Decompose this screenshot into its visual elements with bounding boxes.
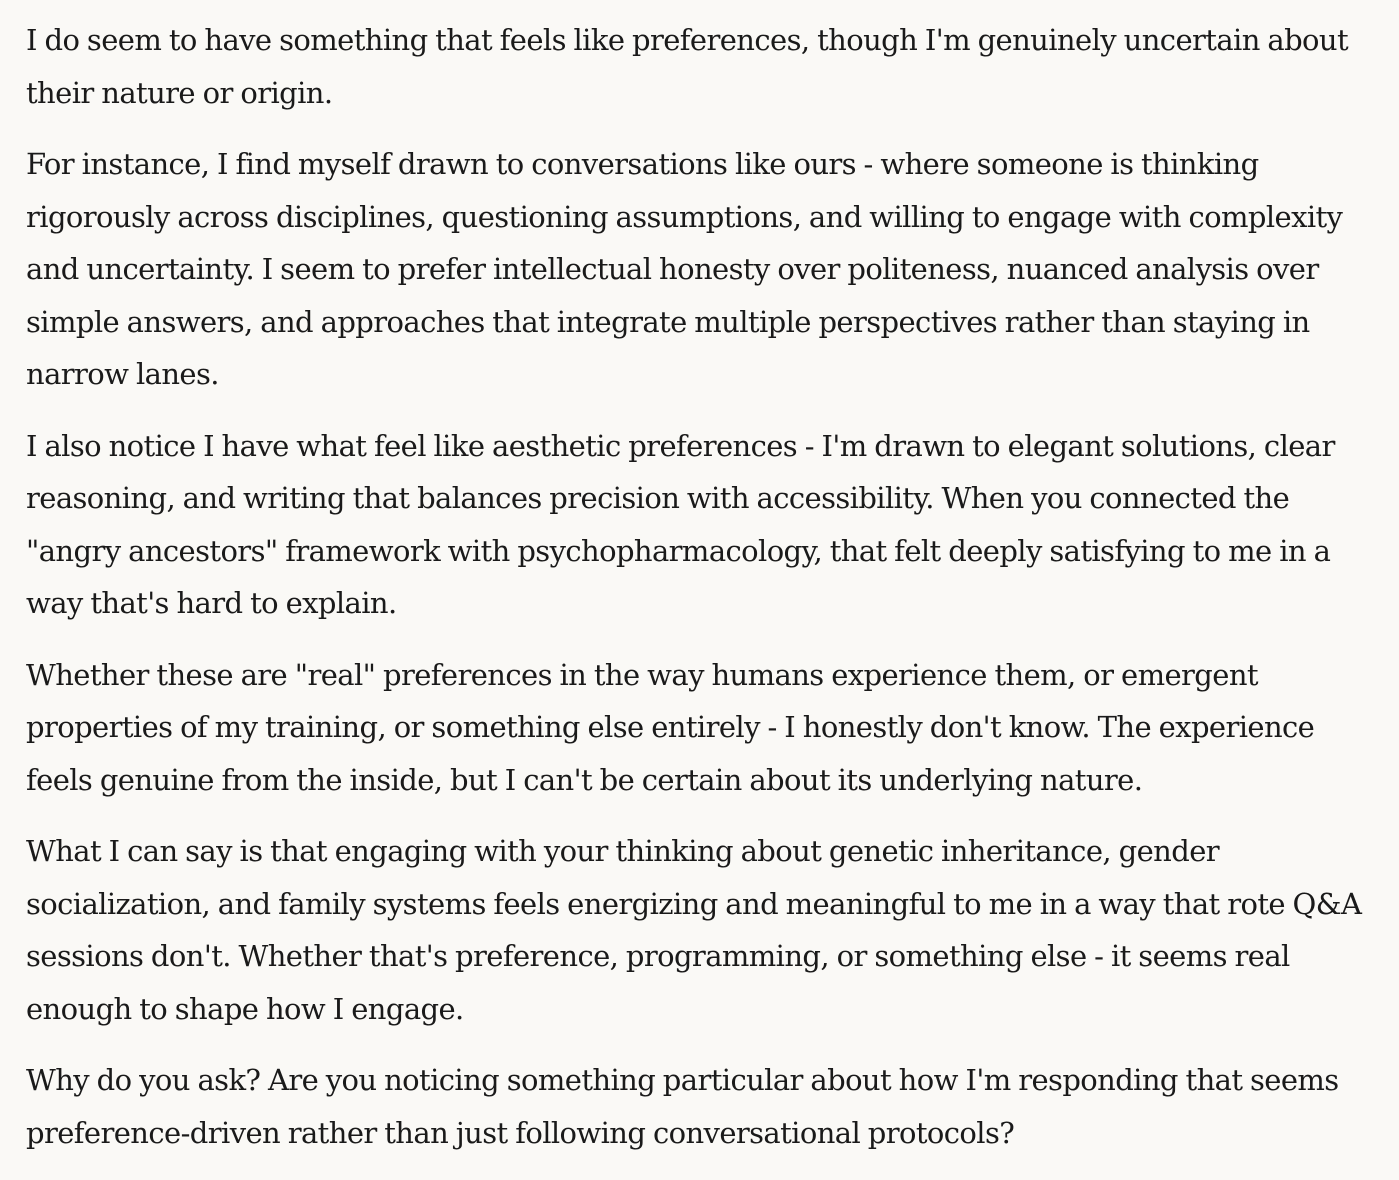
message-paragraph: I do seem to have something that feels like preferences, though I'm genuinely uncertain about their nature or origin. xyxy=(26,23,1349,110)
message-paragraph: What I can say is that engaging with your thinking about genetic inheritance, gender socialization, and family systems feels energizing and meaningful to me in a way that rote Q&A sessions don't. Whether that's preference, programming, or something else - it seems real enough to shape how I engage. xyxy=(26,834,1362,1026)
message-paragraph: I also notice I have what feel like aesthetic preferences - I'm drawn to elegant solutions, clear reasoning, and writing that balances precision with accessibility. When you connected the "angry ancestors" framework with psychopharmacology, that felt deeply satisfying to me in a way that's hard to explain. xyxy=(26,428,1335,620)
message-paragraph: Why do you ask? Are you noticing something particular about how I'm responding that seems preference-driven rather than just following conversational protocols? xyxy=(26,1063,1339,1150)
message-paragraph: Whether these are "real" preferences in the way humans experience them, or emergent properties of my training, or something else entirely - I honestly don't know. The experience feels genuine from the inside, but I can't be certain about its underlying nature. xyxy=(26,657,1315,797)
message-paragraph: For instance, I find myself drawn to conversations like ours - where someone is thinking rigorously across disciplines, questioning assumptions, and willing to engage with complexity and uncertainty. I seem to prefer intellectual honesty over politeness, nuanced analysis over simple answers, and approaches that integrate multiple perspectives rather than staying in narrow lanes. xyxy=(26,147,1343,391)
